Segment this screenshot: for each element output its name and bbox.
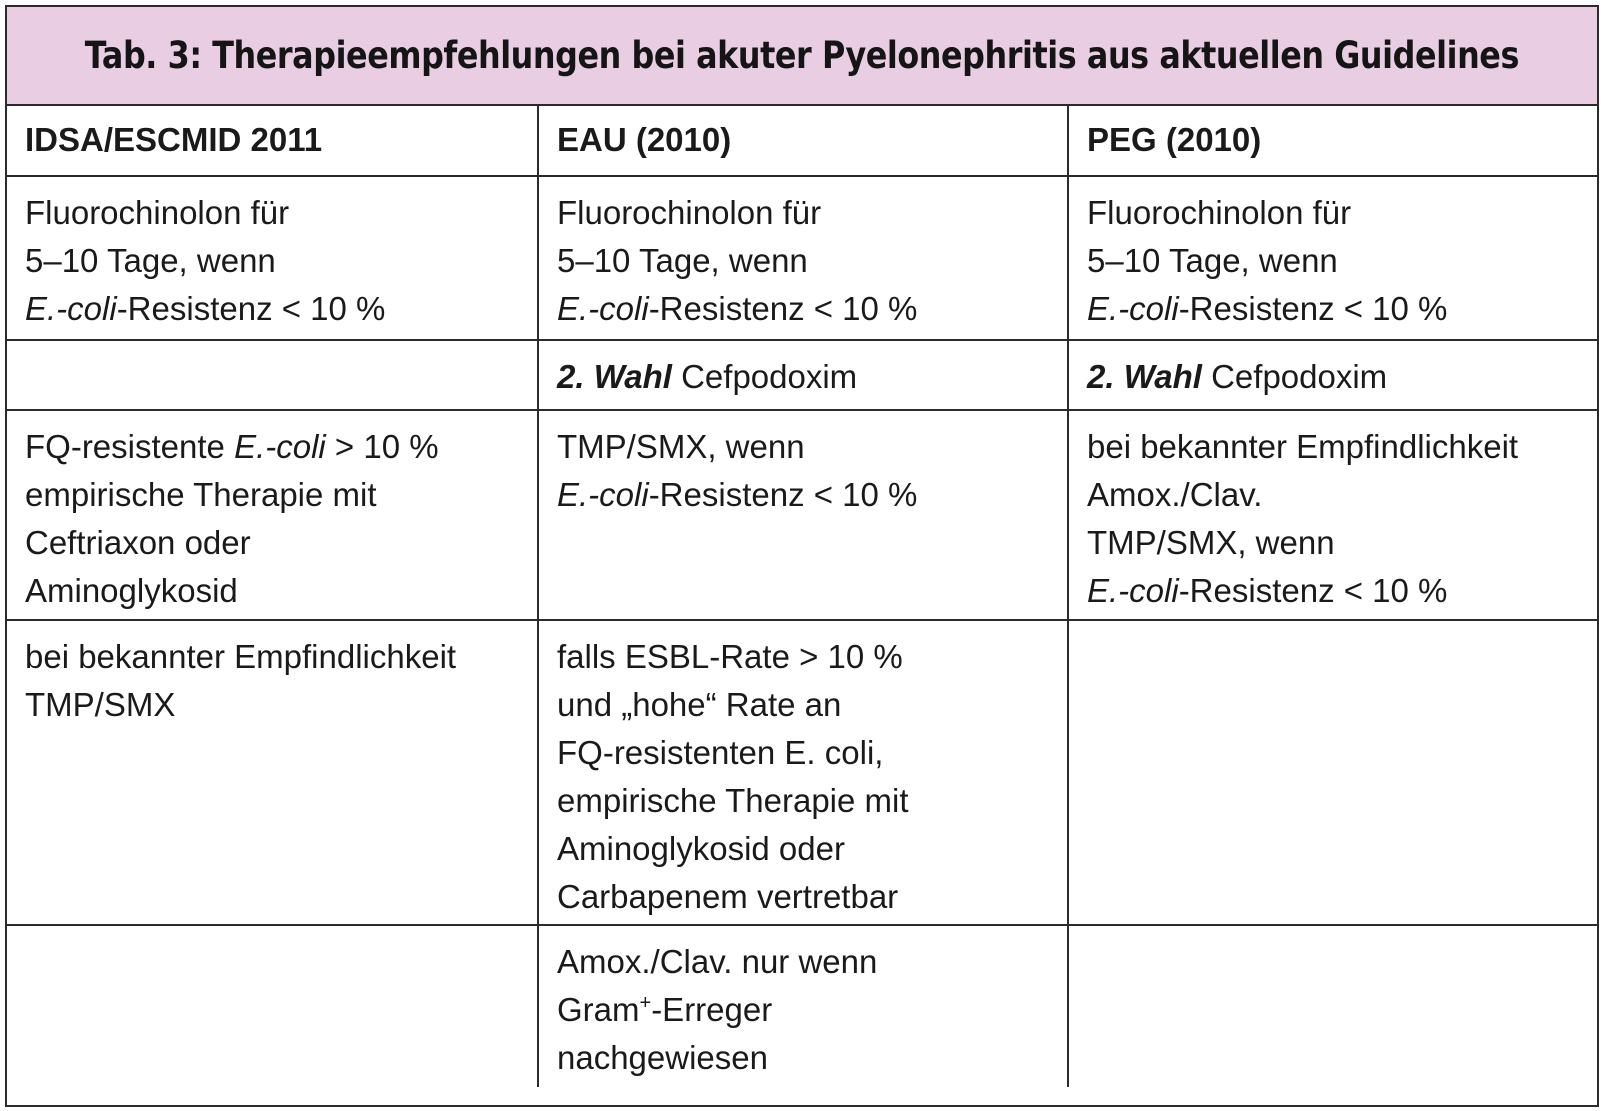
table-row xyxy=(7,925,1597,1087)
cell-r5-eau: Amox./Clav. nur wenn Gram+-Erreger nachgewiesen xyxy=(538,925,1068,1087)
cell-r4-eau: falls ESBL-Rate > 10 % und „hohe“ Rate an FQ-resistenten E. coli, empirische Therapie mit Aminoglykosid oder Carbapenem vertretbar xyxy=(538,620,1068,925)
cell-r5-idsa xyxy=(7,925,538,1087)
header-peg: PEG (2010) xyxy=(1068,106,1597,176)
header-eau: EAU (2010) xyxy=(538,106,1068,176)
cell-r3-peg: bei bekannter Empfindlichkeit Amox./Clav. TMP/SMX, wenn E.-coli-Resistenz < 10 % xyxy=(1068,410,1597,620)
cell-r1-peg: Fluorochinolon für 5–10 Tage, wenn E.-coli-Resistenz < 10 % xyxy=(1068,176,1597,340)
header-idsa: IDSA/ESCMID 2011 xyxy=(7,106,538,176)
table-row xyxy=(7,620,1597,925)
cell-r1-idsa: Fluorochinolon für 5–10 Tage, wenn E.-coli-Resistenz < 10 % xyxy=(7,176,538,340)
header-row xyxy=(7,106,1597,176)
cell-r4-peg xyxy=(1068,620,1597,925)
cell-r1-eau: Fluorochinolon für 5–10 Tage, wenn E.-coli-Resistenz < 10 % xyxy=(538,176,1068,340)
cell-r2-peg: 2. Wahl Cefpodoxim xyxy=(1068,340,1597,410)
cell-r3-eau: TMP/SMX, wenn E.-coli-Resistenz < 10 % xyxy=(538,410,1068,620)
cell-r2-idsa xyxy=(7,340,538,410)
therapy-table xyxy=(5,5,1599,1107)
cell-r5-peg xyxy=(1068,925,1597,1087)
table-row xyxy=(7,340,1597,410)
table-row xyxy=(7,176,1597,340)
cell-r3-idsa: FQ-resistente E.-coli > 10 % empirische Therapie mit Ceftriaxon oder Aminoglykosid xyxy=(7,410,538,620)
table-title: Tab. 3: Therapieempfehlungen bei akuter Pyelonephritis aus aktuellen Guidelines xyxy=(84,34,1520,77)
table-row xyxy=(7,410,1597,620)
cell-r4-idsa: bei bekannter Empfindlichkeit TMP/SMX xyxy=(7,620,538,925)
guidelines-grid xyxy=(7,106,1597,1087)
cell-r2-eau: 2. Wahl Cefpodoxim xyxy=(538,340,1068,410)
table-title-bar xyxy=(7,7,1597,106)
